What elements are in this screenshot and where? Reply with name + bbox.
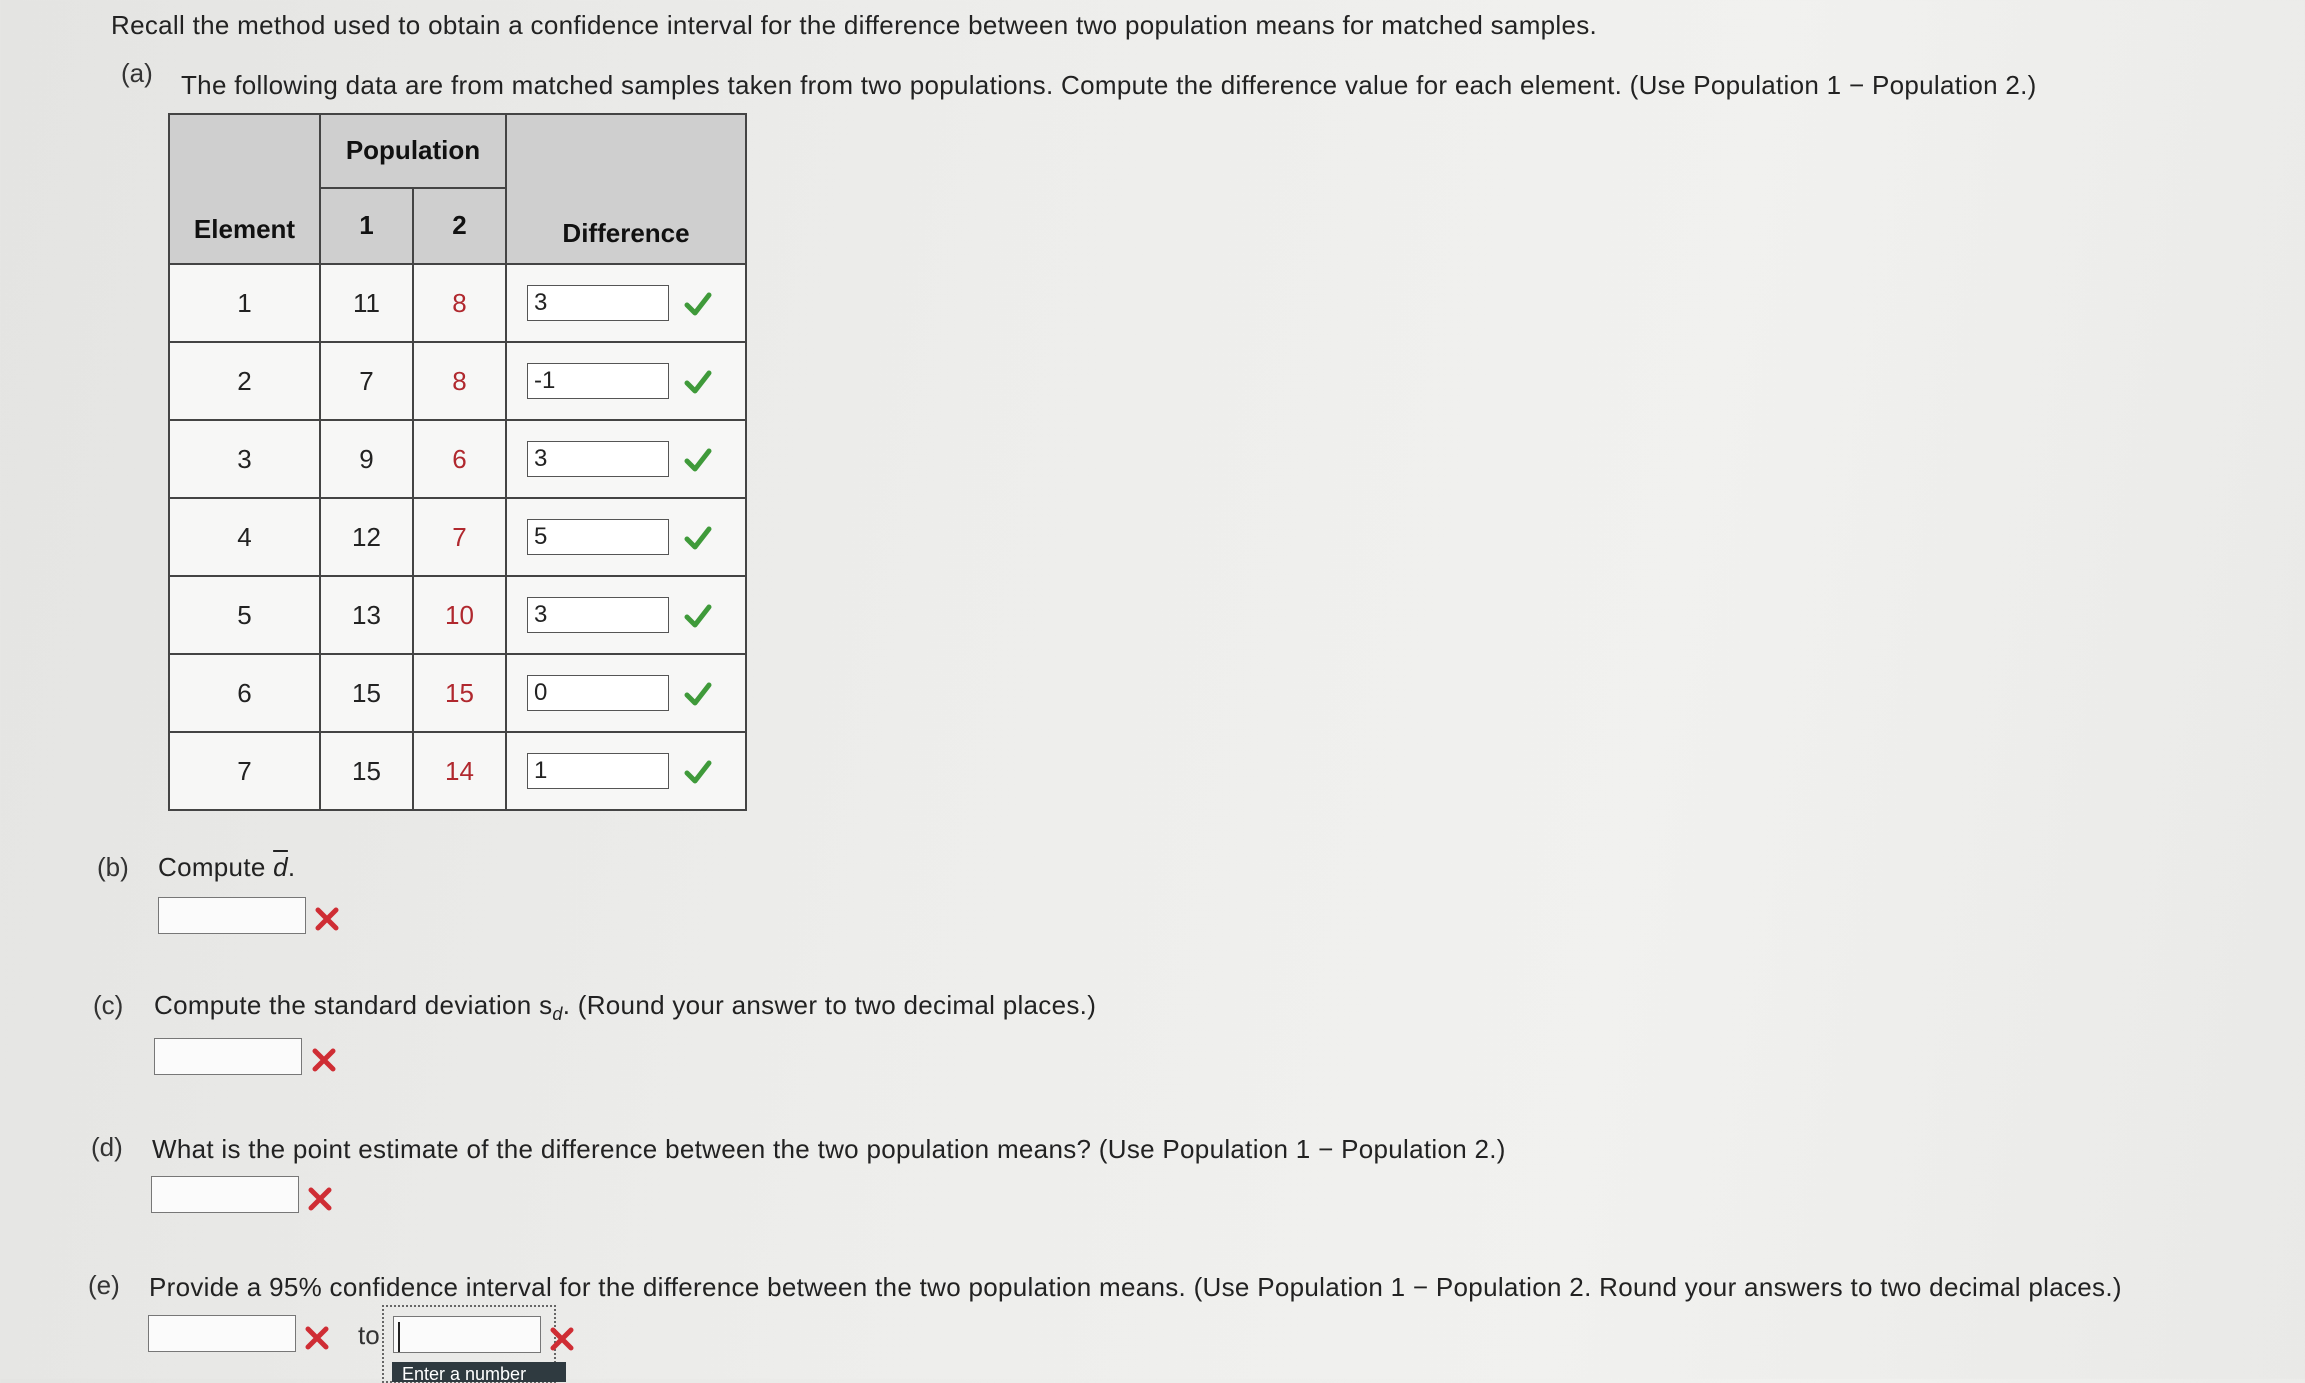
d-bar-symbol: $\overline{d}$ <box>273 852 288 882</box>
x-icon <box>548 1325 576 1353</box>
d-bar-input[interactable] <box>158 897 306 934</box>
difference-input[interactable]: 3 <box>527 441 669 477</box>
x-icon <box>310 1046 338 1074</box>
element-cell: 1 <box>169 264 320 342</box>
pop2-cell: 10 <box>413 576 506 654</box>
part-c-prefix: Compute the standard deviation s <box>154 990 553 1020</box>
difference-cell <box>506 342 746 420</box>
difference-input[interactable]: -1 <box>527 363 669 399</box>
pop2-cell: 7 <box>413 498 506 576</box>
pop1-cell: 15 <box>320 654 413 732</box>
pop1-cell: 9 <box>320 420 413 498</box>
ci-lower-input[interactable] <box>148 1315 296 1352</box>
table-row <box>169 264 746 342</box>
element-cell: 3 <box>169 420 320 498</box>
difference-input[interactable]: 5 <box>527 519 669 555</box>
header-element: Element <box>169 114 320 264</box>
header-difference: Difference <box>506 114 746 264</box>
difference-cell <box>506 654 746 732</box>
part-b-text <box>158 852 295 883</box>
pop2-cell: 15 <box>413 654 506 732</box>
part-d-label: (d) <box>91 1132 123 1162</box>
difference-cell <box>506 264 746 342</box>
element-cell: 6 <box>169 654 320 732</box>
check-icon <box>683 601 713 631</box>
x-icon <box>303 1324 331 1352</box>
difference-input[interactable]: 0 <box>527 675 669 711</box>
enter-number-tooltip: Enter a number <box>392 1362 566 1382</box>
check-icon <box>683 679 713 709</box>
x-icon <box>313 905 341 933</box>
ci-upper-input[interactable] <box>393 1316 541 1353</box>
part-c-subscript: d <box>552 1004 563 1025</box>
table-row <box>169 342 746 420</box>
pop2-cell: 8 <box>413 264 506 342</box>
difference-input[interactable]: 3 <box>527 597 669 633</box>
check-icon <box>683 289 713 319</box>
x-icon <box>306 1185 334 1213</box>
part-a-label: (a) <box>121 58 153 88</box>
difference-input[interactable]: 3 <box>527 285 669 321</box>
header-pop2: 2 <box>413 188 506 264</box>
part-c-text <box>154 990 1096 1025</box>
element-cell: 7 <box>169 732 320 810</box>
check-icon <box>683 367 713 397</box>
text-cursor <box>398 1322 400 1352</box>
part-d-text: What is the point estimate of the difference between the two population means? (Use Population 1 − Population 2.) <box>152 1134 1506 1164</box>
check-icon <box>683 523 713 553</box>
pop1-cell: 7 <box>320 342 413 420</box>
difference-input[interactable]: 1 <box>527 753 669 789</box>
header-population: Population <box>320 114 506 188</box>
pop1-cell: 15 <box>320 732 413 810</box>
part-b-label: (b) <box>97 852 129 882</box>
pop1-cell: 12 <box>320 498 413 576</box>
pop2-cell: 8 <box>413 342 506 420</box>
pop2-cell: 14 <box>413 732 506 810</box>
header-pop1: 1 <box>320 188 413 264</box>
element-cell: 2 <box>169 342 320 420</box>
check-icon <box>683 445 713 475</box>
check-icon <box>683 757 713 787</box>
pop1-cell: 13 <box>320 576 413 654</box>
table-row <box>169 654 746 732</box>
part-c-label: (c) <box>93 990 124 1020</box>
part-b-suffix: . <box>287 852 296 882</box>
point-estimate-input[interactable] <box>151 1176 299 1213</box>
difference-cell <box>506 498 746 576</box>
element-cell: 5 <box>169 576 320 654</box>
table-row <box>169 576 746 654</box>
part-e-text: Provide a 95% confidence interval for the difference between the two population means. (Use Population 1 − Population 2. Round your answers to two decimal places.) <box>149 1272 2122 1302</box>
intro-text: Recall the method used to obtain a confidence interval for the difference between two population means for matched samples. <box>111 10 1598 40</box>
part-a-text: The following data are from matched samples taken from two populations. Compute the difference value for each element. (Use Population 1 − Population 2.) <box>181 70 2037 100</box>
part-b-prefix: Compute <box>158 852 274 882</box>
difference-cell <box>506 576 746 654</box>
to-label: to <box>358 1320 380 1350</box>
pop2-cell: 6 <box>413 420 506 498</box>
table-row <box>169 420 746 498</box>
part-c-suffix: . (Round your answer to two decimal places.) <box>562 990 1097 1020</box>
table-row <box>169 732 746 810</box>
table-row <box>169 498 746 576</box>
difference-table <box>168 113 747 811</box>
pop1-cell: 11 <box>320 264 413 342</box>
difference-cell <box>506 420 746 498</box>
difference-cell <box>506 732 746 810</box>
element-cell: 4 <box>169 498 320 576</box>
std-dev-input[interactable] <box>154 1038 302 1075</box>
part-e-label: (e) <box>88 1270 120 1300</box>
